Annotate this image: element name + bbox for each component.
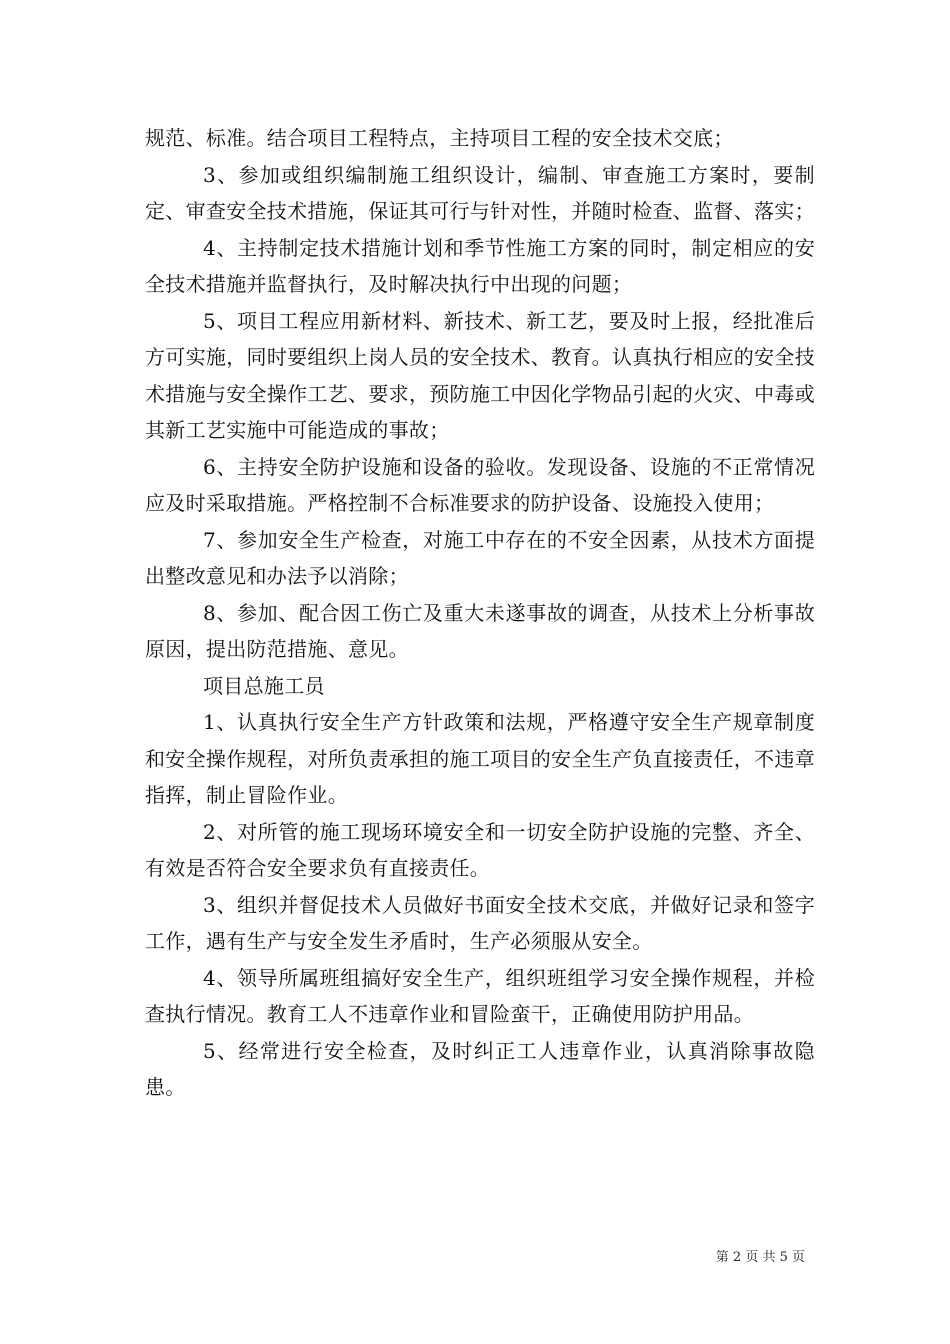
paragraph-9: 1、认真执行安全生产方针政策和法规，严格遵守安全生产规章制度和安全操作规程，对所负责承担的施工项目的安全生产负直接责任，不违章指挥，制止冒险作业。: [145, 710, 815, 807]
paragraph-7: 8、参加、配合因工伤亡及重大未遂事故的调查，从技术上分析事故原因，提出防范措施、意见。: [145, 600, 815, 661]
paragraph-5: 6、主持安全防护设施和设备的验收。发现设备、设施的不正常情况应及时采取措施。严格控制不合标准要求的防护设备、设施投入使用；: [145, 454, 815, 515]
paragraph-6: 7、参加安全生产检查，对施工中存在的不安全因素，从技术方面提出整改意见和办法予以消除；: [145, 527, 815, 588]
document-body: [145, 120, 815, 1106]
paragraph-12: 4、领导所属班组搞好安全生产，组织班组学习安全操作规程，并检查执行情况。教育工人不违章作业和冒险蛮干，正确使用防护用品。: [145, 965, 815, 1026]
paragraph-2: 3、参加或组织编制施工组织设计，编制、审查施工方案时，要制定、审查安全技术措施，保证其可行与针对性，并随时检查、监督、落实；: [145, 162, 815, 223]
paragraph-10: 2、对所管的施工现场环境安全和一切安全防护设施的完整、齐全、有效是否符合安全要求负有直接责任。: [145, 819, 815, 880]
section-heading: 项目总施工员: [203, 673, 325, 698]
paragraph-4: 5、项目工程应用新材料、新技术、新工艺，要及时上报，经批准后方可实施，同时要组织上岗人员的安全技术、教育。认真执行相应的安全技术措施与安全操作工艺、要求，预防施工中因化学物品引起的火灾、中毒或其新工艺实施中可能造成的事故；: [145, 308, 815, 442]
paragraph-3: 4、主持制定技术措施计划和季节性施工方案的同时，制定相应的安全技术措施并监督执行，及时解决执行中出现的问题；: [145, 235, 815, 296]
paragraph-13: 5、经常进行安全检查，及时纠正工人违章作业，认真消除事故隐患。: [145, 1038, 815, 1099]
paragraph-11: 3、组织并督促技术人员做好书面安全技术交底，并做好记录和签字工作，遇有生产与安全发生矛盾时，生产必须服从安全。: [145, 892, 815, 953]
paragraph-1: 规范、标准。结合项目工程特点，主持项目工程的安全技术交底；: [145, 126, 734, 150]
page-number: 第 2 页 共 5 页: [715, 1250, 805, 1265]
